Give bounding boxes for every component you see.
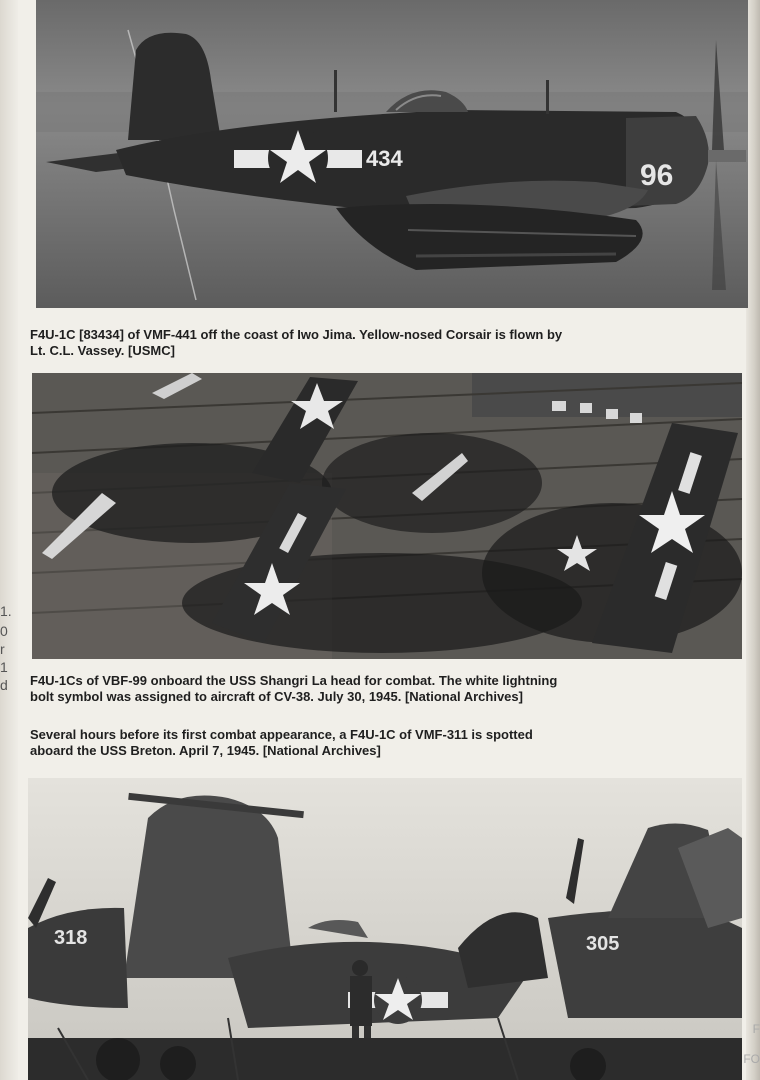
left-plane-number: 318	[54, 927, 88, 949]
photo-corsairs-uss-breton	[28, 778, 742, 1080]
caption-line: Several hours before its first combat appearance, a F4U-1C of VMF-311 is spotted	[30, 727, 533, 742]
left-page-edge	[0, 0, 18, 1080]
margin-fragment: F	[752, 1022, 760, 1036]
margin-fragment: 0	[0, 623, 8, 639]
margin-fragment: r	[0, 641, 5, 657]
caption-photo-1	[30, 327, 670, 359]
caption-photo-2	[30, 673, 670, 705]
margin-fragment: FO	[743, 1052, 760, 1066]
caption-line: Lt. C.L. Vassey. [USMC]	[30, 343, 175, 358]
margin-fragment: 1	[0, 659, 8, 675]
caption-line: F4U-1Cs of VBF-99 onboard the USS Shangri La head for combat. The white lightning	[30, 673, 558, 688]
right-plane-number: 305	[586, 933, 620, 955]
right-page-edge	[746, 0, 760, 1080]
margin-fragment: 1.	[0, 603, 12, 619]
caption-line: F4U-1C [83434] of VMF-441 off the coast of Iwo Jima. Yellow-nosed Corsair is flown by	[30, 327, 563, 342]
photo-corsair-in-flight	[36, 0, 748, 308]
caption-line: aboard the USS Breton. April 7, 1945. [National Archives]	[30, 743, 381, 758]
cowl-number: 96	[640, 159, 674, 192]
photo-corsairs-on-deck	[32, 373, 742, 659]
caption-photo-3	[30, 727, 670, 759]
margin-fragment: d	[0, 677, 8, 693]
fuselage-number: 434	[366, 146, 403, 171]
caption-line: bolt symbol was assigned to aircraft of CV-38. July 30, 1945. [National Archives]	[30, 689, 523, 704]
